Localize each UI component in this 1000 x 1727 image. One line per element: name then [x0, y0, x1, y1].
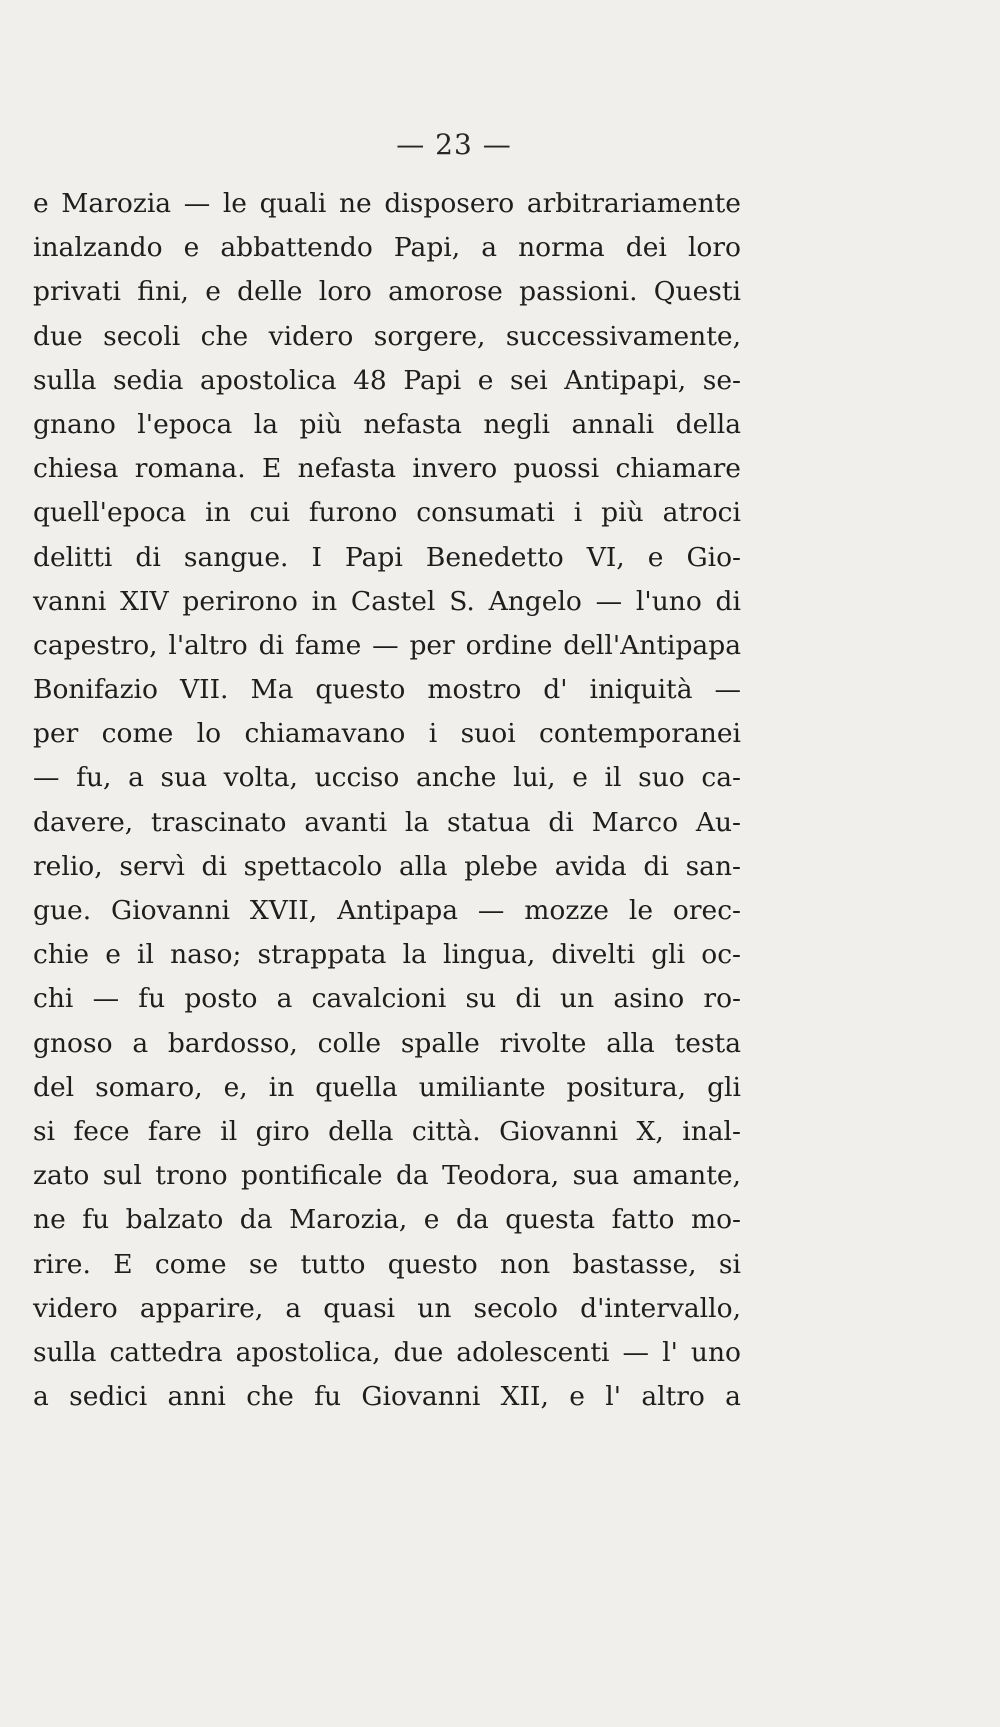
text-line: e Marozia — le quali ne disposero arbitrariamente: [33, 188, 741, 219]
text-line: vanni XIV perirono in Castel S. Angelo — l'uno di: [33, 585, 741, 617]
text-line: sulla sedia apostolica 48 Papi e sei Antipapi, se-: [33, 364, 741, 396]
text-line: Bonifazio VII. Ma questo mostro d' iniquità —: [33, 674, 741, 706]
body-text: [33, 182, 741, 1419]
text-line: quell'epoca in cui furono consumati i più atroci: [33, 497, 741, 529]
text-line: ne fu balzato da Marozia, e da questa fatto mo-: [33, 1204, 741, 1236]
text-line: gnoso a bardosso, colle spalle rivolte alla testa: [33, 1027, 741, 1059]
text-line: gue. Giovanni XVII, Antipapa — mozze le orec-: [33, 895, 741, 926]
text-line: due secoli che videro sorgere, successivamente,: [33, 320, 741, 352]
text-line: sulla cattedra apostolica, due adolescenti — l' uno: [33, 1336, 741, 1368]
text-line: si fece fare il giro della città. Giovanni X, inal-: [33, 1115, 741, 1147]
text-line: rire. E come se tutto questo non bastasse, si: [33, 1248, 741, 1280]
text-line: zato sul trono pontificale da Teodora, sua amante,: [33, 1160, 741, 1192]
text-line: davere, trascinato avanti la statua di Marco Au-: [33, 806, 741, 838]
text-line: inalzando e abbattendo Papi, a norma dei loro: [33, 232, 741, 264]
text-line: delitti di sangue. I Papi Benedetto VI, e Gio-: [33, 541, 741, 573]
text-line: chie e il naso; strappata la lingua, divelti gli oc-: [33, 939, 741, 971]
text-line: per come lo chiamavano i suoi contemporanei: [33, 718, 741, 750]
page-number: — 23 —: [396, 128, 512, 161]
text-line: — fu, a sua volta, ucciso anche lui, e il suo ca-: [33, 762, 741, 794]
text-line: privati fini, e delle loro amorose passioni. Questi: [33, 276, 741, 308]
text-line: gnano l'epoca la più nefasta negli annali della: [33, 408, 741, 440]
text-line: chiesa romana. E nefasta invero puossi chiamare: [33, 453, 741, 485]
text-line: relio, servì di spettacolo alla plebe avida di san-: [33, 850, 741, 882]
text-line: a sedici anni che fu Giovanni XII, e l' altro a: [33, 1381, 741, 1413]
text-line: videro apparire, a quasi un secolo d'intervallo,: [33, 1292, 741, 1324]
text-line: capestro, l'altro di fame — per ordine dell'Antipapa: [33, 629, 741, 661]
text-line: del somaro, e, in quella umiliante positura, gli: [33, 1071, 741, 1103]
text-line: chi — fu posto a cavalcioni su di un asino ro-: [33, 983, 741, 1015]
